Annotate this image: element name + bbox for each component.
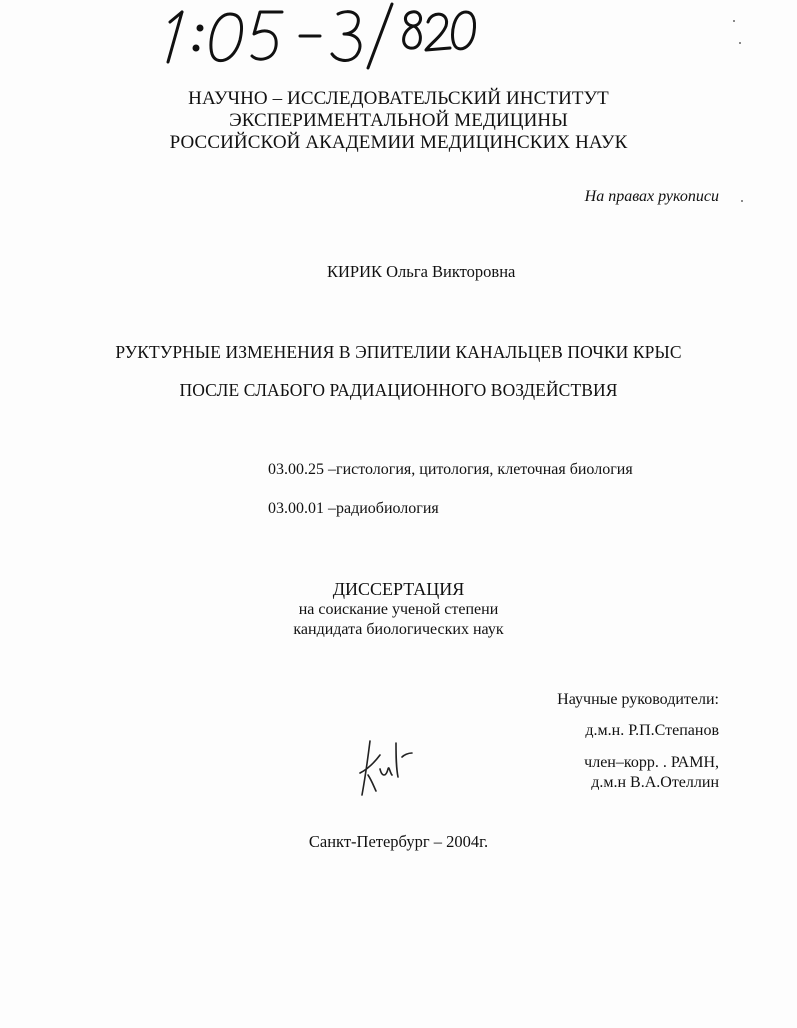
scan-speck (739, 42, 741, 44)
title-line-1: РУКТУРНЫЕ ИЗМЕНЕНИЯ В ЭПИТЕЛИИ КАНАЛЬЦЕВ ПОЧКИ КРЫС (115, 342, 682, 362)
place-and-year: Санкт-Петербург – 2004г. (308, 832, 489, 851)
supervisor-2-title: член–корр. . РАМН, (584, 754, 719, 771)
handwritten-signature (352, 733, 422, 803)
dissertation-sub-2: кандидата биологических наук (293, 621, 504, 638)
author-name: КИРИК Ольга Викторовна (327, 262, 516, 281)
manuscript-note: На правах рукописи (584, 188, 719, 205)
supervisors-heading: Научные руководители: (557, 691, 719, 708)
scan-speck (733, 20, 735, 22)
institute-line-2: ЭКСПЕРИМЕНТАЛЬНОЙ МЕДИЦИНЫ (229, 110, 568, 131)
scan-speck (741, 200, 743, 202)
institute-line-1: НАУЧНО – ИССЛЕДОВАТЕЛЬСКИЙ ИНСТИТУТ (188, 88, 609, 109)
specialty-1: 03.00.25 –гистология, цитология, клеточная биология (268, 461, 633, 478)
supervisor-1: д.м.н. Р.П.Степанов (585, 722, 719, 739)
title-line-2: ПОСЛЕ СЛАБОГО РАДИАЦИОННОГО ВОЗДЕЙСТВИЯ (179, 380, 618, 400)
handwritten-archive-code (160, 0, 480, 70)
dissertation-heading: ДИССЕРТАЦИЯ (332, 579, 465, 599)
dissertation-sub-1: на соискание ученой степени (298, 601, 499, 618)
supervisor-2-name: д.м.н В.А.Отеллин (591, 774, 719, 791)
institute-line-3: РОССИЙСКОЙ АКАДЕМИИ МЕДИЦИНСКИХ НАУК (169, 132, 628, 153)
specialty-2: 03.00.01 –радиобиология (268, 500, 439, 517)
